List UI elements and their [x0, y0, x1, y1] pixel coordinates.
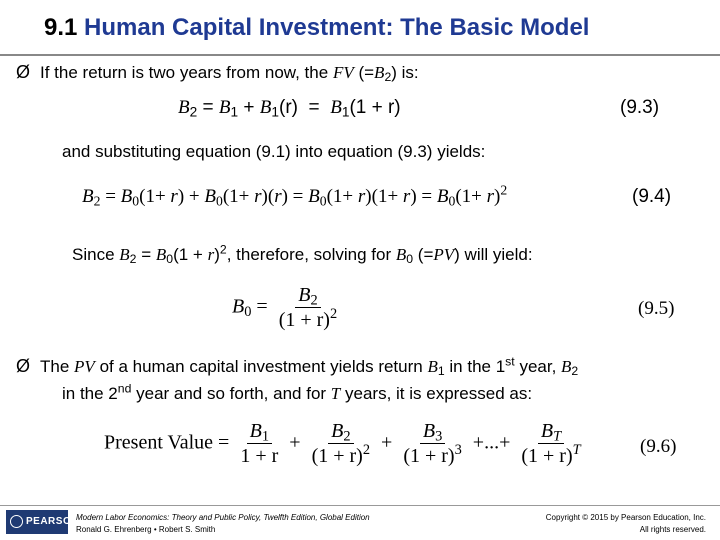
bullet-arrow-icon: Ø — [16, 62, 31, 82]
page-title — [44, 14, 589, 42]
equation-9-5: $B_0$ = $\frac{B_2}{(1 + r)^2}$ — [232, 284, 343, 332]
fraction: $\frac{B_3}{(1 + r)^3}$ — [403, 420, 462, 467]
equation-9-3: $B_2 = B_1 + B_1(r) = B_1(1 + r)$ — [178, 97, 401, 120]
pearson-logo-icon — [10, 515, 23, 528]
section-title: Human Capital Investment: The Basic Model — [84, 14, 590, 41]
footer-copyright: Copyright © 2015 by Pearson Education, Inc. — [545, 513, 706, 522]
fraction: $\frac{B_2}{(1 + r)^2}$ — [278, 284, 338, 331]
footer-rights: All rights reserved. — [639, 525, 706, 534]
bullet-arrow-icon: Ø — [16, 356, 31, 376]
footer-divider — [0, 505, 720, 506]
equation-9-4: $B_2 = B_0(1+ r) + B_0(1+ r)(r) = B_0(1+ r)(1+ r) = B_0(1+ r)^2$ — [82, 182, 508, 209]
equation-number-9-3: (9.3) — [620, 97, 660, 118]
title-divider — [0, 54, 720, 56]
fraction: $\frac{B_2}{(1 + r)^2}$ — [311, 420, 371, 467]
bullet-pv-intro-continued: in the 2nd year and so forth, and for T years, it is expressed as: — [62, 381, 533, 403]
footer-authors: Ronald G. Ehrenberg • Robert S. Smith — [76, 525, 216, 534]
substitution-text: and substituting equation (9.1) into equation (9.3) yields: — [62, 142, 486, 161]
equation-number-9-4: (9.4) — [632, 186, 672, 207]
footer-book-title: Modern Labor Economics: Theory and Public Policy, Twelfth Edition, Global Edition — [76, 513, 370, 522]
equation-9-6: Present Value = $\frac{B_1}{1 + r}$ + $\frac{B_2}{(1 + r)^2}$ + $\frac{B_3}{(1 + r)^3}$ +...+ $\frac{B_T}{(1 + r)^T}$ — [104, 420, 587, 468]
section-number: 9.1 — [44, 14, 78, 41]
pearson-logo: PEARSON — [6, 510, 68, 534]
equation-number-9-5: (9.5) — [638, 298, 675, 319]
bullet-pv-intro: Ø The PV of a human capital investment yields return $B_1$ in the 1st year, $B_2$ — [16, 354, 579, 379]
fraction: $\frac{B_1}{1 + r}$ — [240, 420, 279, 467]
bullet-fv-intro: Ø If the return is two years from now, the FV $(=B_2)$ is: — [16, 62, 419, 85]
equation-number-9-6: (9.6) — [640, 436, 677, 457]
since-text: Since $B_2 = B_0(1 + r)^2$, therefore, solving for $B_0$ (=PV) will yield: — [72, 242, 533, 267]
fraction: $\frac{B_T}{(1 + r)^T}$ — [521, 420, 581, 467]
